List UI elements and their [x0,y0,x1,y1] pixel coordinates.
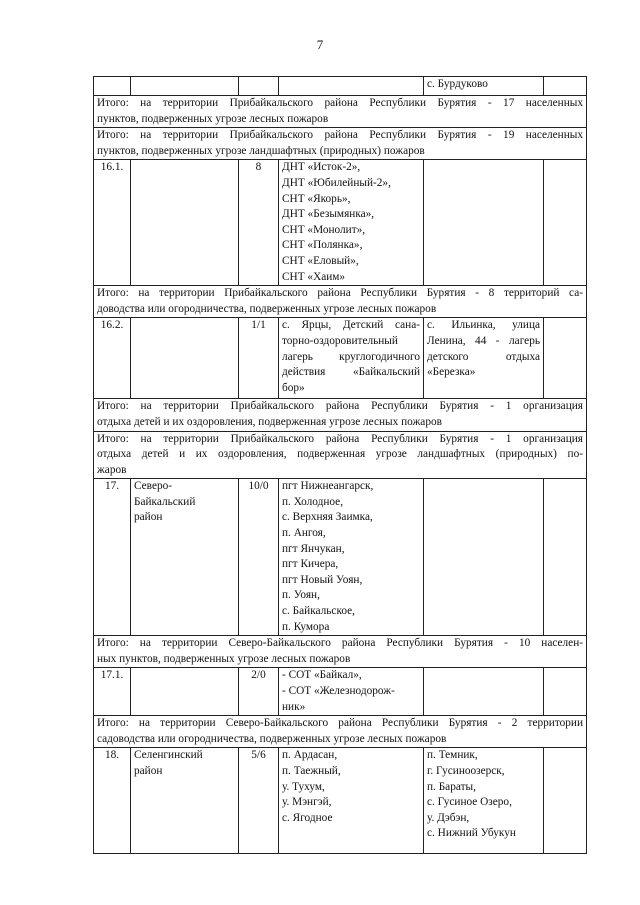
settlement-line: с. Ильинка, улица [427,319,540,332]
settlement-line: СНТ «Якорь», [282,192,351,205]
total-text [94,286,587,318]
settlement-line: с. Бурдуково [427,78,488,90]
count-cell: 1/1 [239,318,279,399]
settlement-line: с. Ягодное [282,811,333,824]
settlements-a-cell [279,160,424,286]
total-text [94,636,587,668]
district-cell [131,479,239,636]
total-line: Итого: на территории Прибайкальского района Республики Бурятия - 19 населенных [97,129,583,142]
settlement-line: детского отдыха [427,350,540,363]
district-cell [131,748,239,854]
settlement-line: п. Таежный, [282,764,341,777]
district-line: Байкальский [134,495,196,508]
total-line: Итого: на территории Прибайкальского района Республики Бурятия - 8 территорий са- [97,287,583,300]
total-line: жаров [97,463,127,476]
district-line: район [134,511,163,524]
num-cell: 16.2. [94,318,131,399]
total-line: ных пунктов, подверженных угрозе лесных пожаров [97,652,351,665]
settlement-line: ДНТ «Юбилейный-2», [282,176,391,189]
total-text [94,716,587,748]
settlement-line: пгт Кичера, [282,558,339,571]
total-line: Итого: на территории Прибайкальского района Республики Бурятия - 1 организация [97,432,583,445]
settlements-a-cell [279,318,424,399]
total-row [94,286,587,318]
settlements-table [93,76,587,854]
district-cell [131,77,239,96]
district-line: Селенгинский [134,749,203,762]
settlements-b-cell [424,748,544,854]
settlements-b-cell [424,668,544,716]
settlement-line: с. Нижний Убукун [427,827,516,840]
settlement-line: п. Холодное, [282,495,344,508]
settlement-line: СНТ «Полянка», [282,239,363,252]
district-cell [131,160,239,286]
total-row [94,431,587,479]
count-cell: 2/0 [239,668,279,716]
extra-cell [544,668,587,716]
settlement-line: СНТ «Монолит», [282,223,366,236]
settlement-line: - СОТ «Байкал», [282,669,362,682]
extra-cell [544,160,587,286]
settlement-line: Ленина, 44 - лагерь [427,334,540,347]
settlement-line: СНТ «Хаим» [282,270,346,283]
settlement-line: п. Темник, [427,749,478,762]
table-row [94,160,587,286]
total-line: отдыха детей и их оздоровления, подверженная угрозе лесных пожаров [97,415,442,428]
settlement-line: п. Ангоя, [282,527,326,540]
settlement-line: у. Дэбэн, [427,811,470,824]
settlement-line: с. Ярцы, Детский сана- [282,319,420,332]
district-line: Северо- [134,480,173,493]
total-line: отдыха детей и их оздоровления, подверженная угрозе ландшафтных (природных) по- [97,448,583,461]
total-line: Итого: на территории Прибайкальского района Республики Бурятия - 1 организация [97,400,583,413]
settlements-b-cell [424,77,544,96]
total-text [94,431,587,479]
settlement-line: с. Верхняя Заимка, [282,511,373,524]
extra-cell [544,479,587,636]
settlements-b-cell [424,479,544,636]
num-cell: 17.1. [94,668,131,716]
count-cell [239,77,279,96]
total-line: Итого: на территории Северо-Байкальского района Республики Бурятия - 10 населен- [97,637,583,650]
settlement-line: пгт Новый Уоян, [282,573,363,586]
num-cell: 17. [94,479,131,636]
settlement-line: торно-оздоровительный [282,334,398,347]
settlement-line: - СОТ «Железнодорож- [282,685,395,697]
count-cell: 5/6 [239,748,279,854]
total-text [94,128,587,160]
settlement-line: ДНТ «Исток-2», [282,161,361,174]
extra-cell [544,748,587,854]
settlements-a-cell [279,77,424,96]
settlements-b-cell [424,318,544,399]
settlement-line: у. Мэнгэй, [282,796,332,809]
page-number: 7 [316,37,324,52]
total-line: Итого: на территории Северо-Байкальского района Республики Бурятия - 2 территории [97,717,583,730]
settlements-b-cell [424,160,544,286]
settlements-a-cell [279,748,424,854]
extra-cell [544,318,587,399]
total-row [94,128,587,160]
settlement-line: с. Гусиное Озеро, [427,796,512,809]
settlement-line: ник» [282,700,306,713]
table-row [94,748,587,854]
settlement-line: п. Уоян, [282,589,320,602]
total-line: пунктов, подверженных угрозе ландшафтных (природных) пожаров [97,144,425,157]
settlement-line: с. Байкальское, [282,605,355,618]
settlement-line: бор» [282,381,305,394]
settlement-line: ДНТ «Безымянка», [282,208,375,221]
total-line: доводства или огородничества, подверженных угрозе лесных пожаров [97,302,437,315]
settlement-line: пгт Янчукан, [282,542,345,555]
district-cell [131,318,239,399]
total-row [94,716,587,748]
settlement-line: п. Кумора [282,620,330,633]
district-line: район [134,764,163,777]
total-row [94,399,587,431]
settlement-line: СНТ «Еловый», [282,254,359,267]
settlement-line: лагерь круглогодичного [282,350,420,363]
table-row [94,318,587,399]
count-cell: 10/0 [239,479,279,636]
table-row [94,77,587,96]
total-row [94,636,587,668]
settlement-line: п. Бараты, [427,780,476,793]
settlement-line: у. Тухум, [282,780,325,793]
num-cell: 16.1. [94,160,131,286]
settlement-line: г. Гусиноозерск, [427,764,505,777]
total-line: садоводства или огородничества, подверженных угрозе лесных пожаров [97,732,447,745]
settlement-line: действия «Байкальский [282,366,420,379]
num-cell: 18. [94,748,131,854]
total-line: пунктов, подверженных угрозе лесных пожаров [97,112,329,125]
settlements-a-cell [279,479,424,636]
settlement-line: п. Ардасан, [282,749,338,762]
settlement-line: «Березка» [427,366,476,379]
total-row [94,96,587,128]
settlement-line: пгт Нижнеангарск, [282,480,374,493]
num-cell [94,77,131,96]
table-row [94,479,587,636]
count-cell: 8 [239,160,279,286]
total-text [94,96,587,128]
table-row [94,668,587,716]
extra-cell [544,77,587,96]
total-line: Итого: на территории Прибайкальского района Республики Бурятия - 17 населенных [97,97,583,109]
total-text [94,399,587,431]
district-cell [131,668,239,716]
settlements-a-cell [279,668,424,716]
